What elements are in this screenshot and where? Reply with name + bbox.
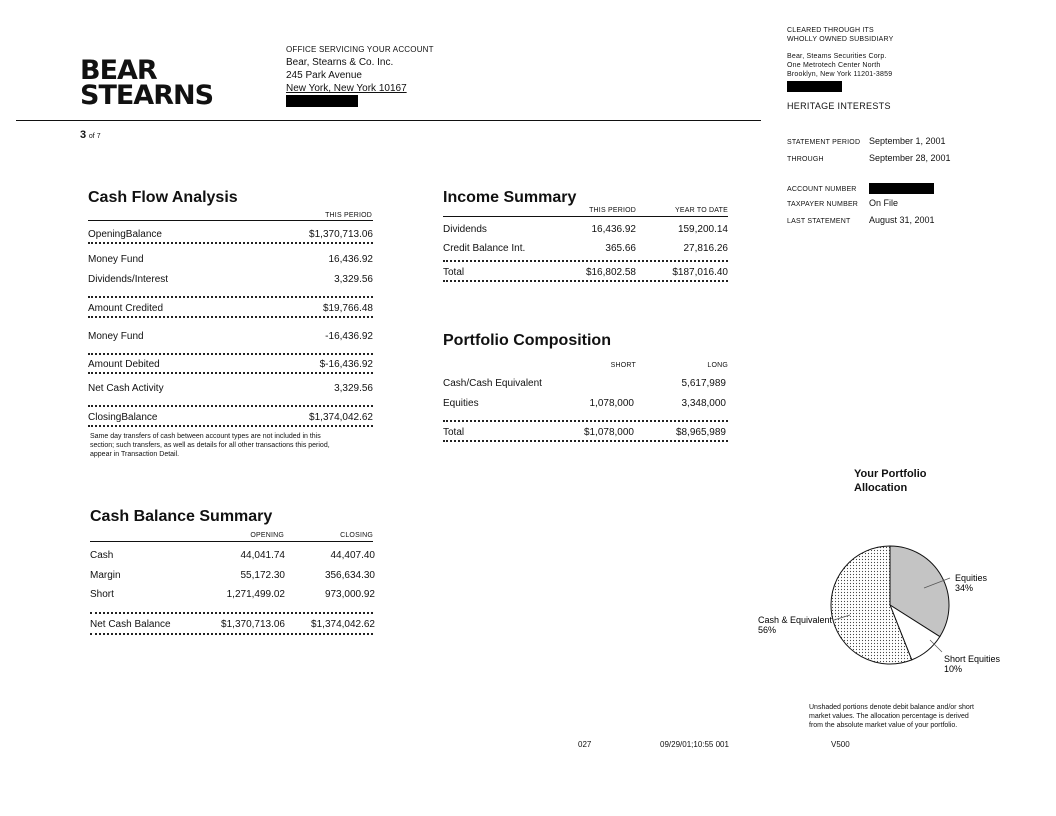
row-label: Total (443, 427, 465, 438)
row-value: 44,041.74 (240, 550, 285, 561)
allocation-title (854, 467, 927, 495)
cashbalance-title: Cash Balance Summary (90, 508, 273, 525)
portfolio-row (443, 427, 726, 438)
cashbalance-row (90, 550, 375, 561)
dotted-rule (88, 296, 373, 298)
label-equities-pct: 34% (955, 583, 974, 593)
dotted-rule (88, 372, 373, 374)
row-label: Dividends (443, 224, 487, 235)
period-value: September 1, 2001 (869, 136, 946, 146)
dotted-rule (443, 420, 728, 422)
header-rule (16, 120, 761, 121)
cashflow-row (88, 359, 373, 370)
portfolio-row (443, 398, 726, 409)
row-value: 356,634.30 (324, 570, 375, 581)
taxpayer-label: TAXPAYER NUMBER (787, 201, 859, 208)
row-label: Cash (90, 550, 114, 561)
page-total: of 7 (88, 133, 101, 140)
row-value: $1,374,042.62 (309, 412, 373, 423)
row-value: 55,172.30 (240, 570, 285, 581)
row-value: 3,329.56 (334, 274, 373, 285)
dotted-rule (90, 633, 373, 635)
row-label: Total (443, 267, 465, 278)
row-value: 973,000.92 (324, 589, 375, 600)
cashflow-row (88, 229, 373, 240)
row-value: $187,016.40 (672, 267, 728, 278)
clearing-line2: WHOLLY OWNED SUBSIDIARY (787, 36, 894, 43)
row-value: 1,271,499.02 (226, 589, 285, 600)
row-label: Credit Balance Int. (443, 243, 526, 254)
cashflow-title: Cash Flow Analysis (88, 189, 238, 206)
income-row (443, 224, 728, 235)
dotted-rule (88, 316, 373, 318)
income-col1: THIS PERIOD (589, 207, 636, 214)
page-number (80, 129, 101, 141)
dotted-rule (443, 280, 728, 282)
row-label: Amount Debited (88, 359, 160, 370)
bear-stearns-logo (80, 55, 214, 111)
dotted-rule (90, 612, 373, 614)
row-label: Margin (90, 570, 121, 581)
row-label: Equities (443, 398, 479, 409)
taxpayer-value: On File (869, 198, 899, 208)
office-street: 245 Park Avenue (286, 70, 362, 81)
dotted-rule (88, 425, 373, 427)
through-label: THROUGH (787, 156, 824, 163)
income-header-rule (443, 216, 728, 217)
income-title: Income Summary (443, 189, 577, 206)
label-cash-equivalent: Cash & Equivalent (758, 615, 833, 625)
footer-version: V500 (831, 740, 850, 749)
redacted-block (286, 95, 358, 107)
row-value: $1,374,042.62 (311, 619, 375, 630)
row-label: Short (90, 589, 114, 600)
note-line: appear in Transaction Detail. (90, 451, 180, 458)
clearing-name: Bear, Steams Securities Corp. (787, 53, 887, 60)
allocation-title-line1: Your Portfolio (854, 468, 927, 480)
label-short-equities: Short Equities (944, 654, 1001, 664)
redacted-account (869, 183, 934, 194)
cashbalance-row (90, 570, 375, 581)
office-heading: OFFICE SERVICING YOUR ACCOUNT (286, 45, 434, 54)
row-value: $1,078,000 (583, 427, 634, 438)
row-value: $8,965,989 (675, 427, 726, 438)
last-statement-value: August 31, 2001 (869, 215, 935, 225)
allocation-title-line2: Allocation (854, 482, 908, 494)
row-value: 5,617,989 (681, 378, 726, 389)
allocation-pie-chart (750, 540, 1056, 680)
clearing-addr2: Brooklyn, New York 11201-3859 (787, 71, 893, 78)
footer-datetime: 09/29/01;10:55 001 (660, 740, 729, 749)
note-line: Same day transfers of cash between account types are not included in this (90, 433, 321, 440)
row-value: $16,802.58 (585, 267, 636, 278)
row-value: 3,329.56 (334, 383, 373, 394)
row-label: OpeningBalance (88, 229, 162, 240)
footer-code: 027 (578, 740, 592, 749)
cashflow-header-rule (88, 220, 373, 221)
row-value: 16,436.92 (591, 224, 636, 235)
portfolio-col2: LONG (707, 362, 728, 369)
cashflow-row (88, 303, 373, 314)
row-label: Dividends/Interest (88, 274, 169, 285)
row-label: ClosingBalance (88, 412, 158, 423)
dotted-rule (88, 242, 373, 244)
redacted-block (787, 81, 842, 92)
cashflow-row (88, 383, 373, 394)
income-row (443, 243, 728, 254)
row-value (554, 378, 634, 389)
portfolio-col1: SHORT (610, 362, 636, 369)
row-label: Money Fund (88, 331, 144, 342)
row-value: -16,436.92 (325, 331, 373, 342)
period-label: STATEMENT PERIOD (787, 139, 861, 146)
note-line: market values. The allocation percentage is derived (809, 713, 969, 720)
label-equities: Equities (955, 573, 988, 583)
cashbalance-col1: OPENING (250, 532, 284, 539)
row-value: 365.66 (605, 243, 636, 254)
row-value: 44,407.40 (330, 550, 375, 561)
dotted-rule (443, 260, 728, 262)
logo-line2: STEARNS (80, 80, 214, 111)
clearing-line1: CLEARED THROUGH ITS (787, 27, 874, 34)
allocation-note (809, 703, 974, 730)
cashflow-row (88, 412, 373, 423)
row-label: Amount Credited (88, 303, 164, 314)
account-name: HERITAGE INTERESTS (787, 101, 891, 111)
row-value: $1,370,713.06 (221, 619, 285, 630)
row-value: 1,078,000 (589, 398, 634, 409)
through-value: September 28, 2001 (869, 153, 951, 163)
cashflow-row (88, 331, 373, 342)
logo-line1: BEAR (80, 55, 157, 86)
income-col2: YEAR TO DATE (675, 207, 728, 214)
portfolio-row (443, 378, 726, 389)
label-short-equities-pct: 10% (944, 664, 963, 674)
dotted-rule (443, 440, 728, 442)
row-value: 159,200.14 (677, 224, 728, 235)
clearing-info (787, 26, 894, 95)
office-name: Bear, Stearns & Co. Inc. (286, 57, 394, 68)
cashflow-note (90, 432, 330, 459)
cashbalance-col2: CLOSING (340, 532, 373, 539)
row-value: 16,436.92 (328, 254, 373, 265)
page-current: 3 (80, 129, 87, 141)
note-line: section; such transfers, as well as details for all other transactions this period, (90, 442, 330, 449)
label-cash-equivalent-pct: 56% (758, 625, 777, 635)
portfolio-title: Portfolio Composition (443, 332, 611, 349)
cashbalance-row (90, 619, 375, 630)
cashflow-row (88, 274, 373, 285)
row-value: 3,348,000 (681, 398, 726, 409)
row-label: Money Fund (88, 254, 144, 265)
note-line: from the absolute market value of your portfolio. (809, 722, 958, 729)
account-number-label: ACCOUNT NUMBER (787, 186, 857, 193)
row-label: Net Cash Balance (90, 619, 171, 630)
row-label: Cash/Cash Equivalent (443, 378, 542, 389)
row-value: $1,370,713.06 (309, 229, 373, 240)
cashflow-col-header: THIS PERIOD (325, 212, 372, 219)
last-statement-label: LAST STATEMENT (787, 218, 851, 225)
dotted-rule (88, 405, 373, 407)
cashbalance-header-rule (90, 541, 373, 542)
row-label: Net Cash Activity (88, 383, 164, 394)
note-line: Unshaded portions denote debit balance and/or short (809, 704, 975, 711)
dotted-rule (88, 353, 373, 355)
row-value: 27,816.26 (683, 243, 728, 254)
cashflow-row (88, 254, 373, 265)
income-row (443, 267, 728, 278)
office-city: New York, New York 10167 (286, 83, 407, 94)
office-address (286, 43, 434, 111)
cashbalance-row (90, 589, 375, 600)
clearing-addr1: One Metrotech Center North (787, 62, 881, 69)
row-value: $-16,436.92 (319, 359, 373, 370)
row-value: $19,766.48 (322, 303, 373, 314)
